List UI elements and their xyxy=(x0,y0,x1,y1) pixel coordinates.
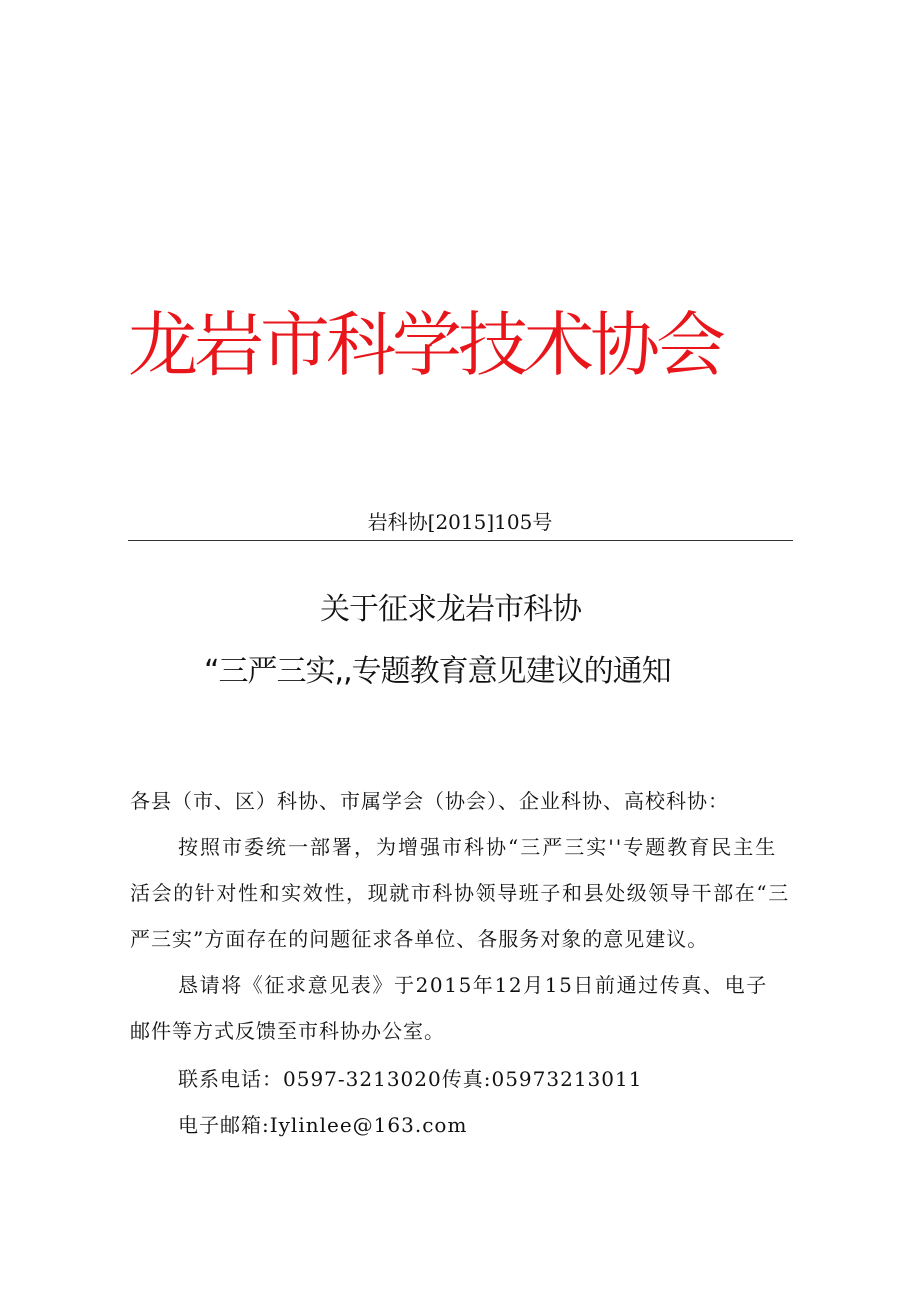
organization-title: 龙岩市科学技术协会 xyxy=(128,304,722,386)
header-divider xyxy=(128,540,793,541)
notice-title-line-1: 关于征求龙岩市科协 xyxy=(320,592,581,627)
document-number: 岩科协[2015]105号 xyxy=(367,510,553,534)
contact-email: 电子邮箱:Iylinlee@163.com xyxy=(178,1113,468,1137)
paragraph-1-line-3: 严三实”方面存在的问题征求各单位、各服务对象的意见建议。 xyxy=(130,927,709,951)
paragraph-2-line-2: 邮件等方式反馈至市科协办公室。 xyxy=(130,1019,445,1043)
recipients-line: 各县（市、区）科协、市属学会（协会）、企业科协、高校科协： xyxy=(130,789,729,813)
paragraph-1-line-1: 按照市委统一部署，为增强市科协“三严三实''专题教育民主生 xyxy=(178,835,778,859)
notice-title-line-2: “三严三实,,专题教育意见建议的通知 xyxy=(204,654,671,689)
paragraph-2-line-1: 恳请将《征求意见表》于2015年12月15日前通过传真、电子 xyxy=(178,973,768,997)
contact-phone-fax: 联系电话：0597-3213020传真:05973213011 xyxy=(178,1067,643,1091)
paragraph-1-line-2: 活会的针对性和实效性，现就市科协领导班子和县处级领导干部在“三 xyxy=(130,881,790,905)
